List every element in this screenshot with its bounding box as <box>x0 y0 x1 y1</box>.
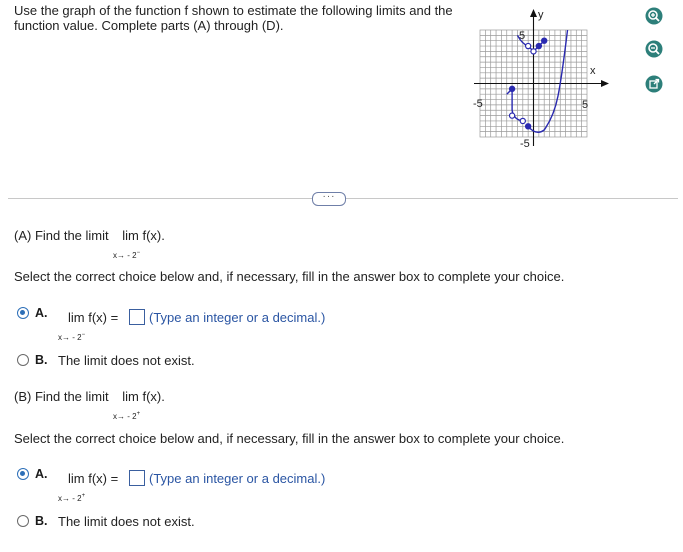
tick-label-bottom: -5 <box>520 138 530 150</box>
part-a-answer-input[interactable] <box>129 309 145 325</box>
part-a-option-a-hint: (Type an integer or a decimal.) <box>149 310 326 325</box>
part-b-answer-input[interactable] <box>129 470 145 486</box>
part-a-instruction: Select the correct choice below and, if necessary, fill in the answer box to complete your choice. <box>14 269 565 284</box>
tick-label-right: 5 <box>582 99 589 111</box>
function-curve <box>507 26 568 132</box>
part-b-option-b-letter: B. <box>35 514 48 528</box>
popout-button[interactable] <box>643 73 665 95</box>
part-a-option-b-text: The limit does not exist. <box>58 353 195 368</box>
part-a-limit-expr: lim f(x). <box>122 228 165 243</box>
part-b-limit-subscript: x→ - 2+ <box>113 411 141 421</box>
more-button-label: ··· <box>322 191 336 202</box>
part-a-limit-subscript: x→ - 2− <box>113 250 141 260</box>
y-axis-label: y <box>538 9 544 21</box>
zoom-out-button[interactable] <box>643 38 665 60</box>
part-a-option-a-subscript: x→ - 2− <box>58 332 86 342</box>
x-axis-label: x <box>590 65 596 77</box>
part-a-option-a-letter: A. <box>35 306 48 320</box>
question-text: Use the graph of the function f shown to estimate the following limits and the function value. Complete parts (A) through (D). <box>14 3 453 33</box>
zoom-in-button[interactable] <box>643 5 665 27</box>
part-b-option-b-radio[interactable] <box>17 515 29 527</box>
part-b-option-a-subscript: x→ - 2+ <box>58 493 86 503</box>
part-b-option-a-letter: A. <box>35 467 48 481</box>
part-a-option-b-radio[interactable] <box>17 354 29 366</box>
zoom-out-icon <box>645 40 663 58</box>
popout-icon <box>645 75 663 93</box>
function-graph <box>472 6 614 152</box>
part-b-option-a-expr: lim f(x) = <box>68 471 119 486</box>
part-b-prompt <box>14 389 165 405</box>
part-b-instruction: Select the correct choice below and, if necessary, fill in the answer box to complete your choice. <box>14 431 565 446</box>
part-b-option-a-hint: (Type an integer or a decimal.) <box>149 471 326 486</box>
part-b-option-b-text: The limit does not exist. <box>58 514 195 529</box>
part-a-prompt-label: (A) Find the limit <box>14 228 109 243</box>
more-button[interactable] <box>312 192 346 206</box>
part-b-prompt-label: (B) Find the limit <box>14 389 109 404</box>
part-a-option-a-radio[interactable] <box>17 307 29 319</box>
part-b-limit-expr: lim f(x). <box>122 389 165 404</box>
part-a-option-a-expr: lim f(x) = <box>68 310 119 325</box>
part-a-prompt <box>14 228 165 244</box>
zoom-in-icon <box>645 7 663 25</box>
tick-label-top: 5 <box>519 30 526 42</box>
tick-label-left: -5 <box>473 98 483 110</box>
graph-axes <box>474 9 609 146</box>
part-b-option-a-radio[interactable] <box>17 468 29 480</box>
part-a-option-b-letter: B. <box>35 353 48 367</box>
